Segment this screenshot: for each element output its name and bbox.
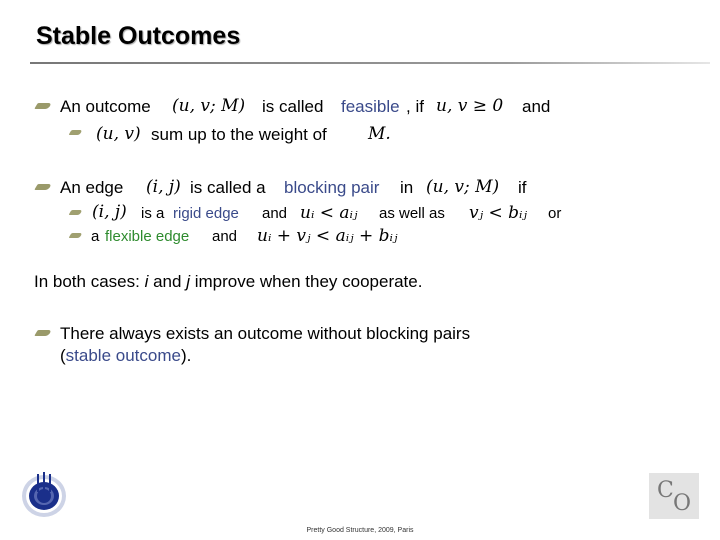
math-edge-ij-2: (i, j) — [92, 202, 127, 222]
term-blocking-pair: blocking pair — [284, 178, 380, 197]
stable-open-paren: ( — [60, 346, 66, 365]
math-outcome: (u, v; M) — [172, 96, 246, 116]
math-M: M. — [368, 124, 391, 144]
bullet-marker-icon — [34, 103, 51, 109]
math-flexible-ineq: uᵢ + vⱼ < aᵢⱼ + bᵢⱼ — [257, 226, 398, 246]
math-nonnegative: u, v ≥ 0 — [436, 96, 504, 116]
term-stable-outcome: stable outcome — [65, 346, 181, 365]
note-i: i — [144, 272, 149, 291]
stable-exists-line2 — [60, 346, 191, 366]
slide-footer: Pretty Good Structure, 2009, Paris — [306, 527, 414, 534]
co-logo-letter-o: O — [673, 491, 692, 516]
term-feasible: feasible — [341, 97, 400, 116]
rigid-or: or — [548, 205, 562, 222]
note-suffix: improve when they cooperate. — [194, 272, 423, 291]
sub-bullet-marker-icon — [69, 130, 83, 135]
bullet-edge-mid: is called a — [190, 178, 266, 197]
note-and: and — [153, 272, 182, 291]
bullet-marker-icon — [34, 184, 51, 190]
bullet-outcome-and: and — [522, 97, 551, 116]
sub-bullet-marker-icon — [69, 210, 83, 215]
term-rigid-edge: rigid edge — [173, 205, 239, 222]
title-divider — [30, 62, 710, 64]
flexible-a: a — [91, 228, 100, 245]
bullet-marker-icon — [34, 330, 51, 336]
math-rigid-ineq-1: uᵢ < aᵢⱼ — [300, 203, 358, 223]
bullet-edge-prefix: An edge — [60, 178, 124, 197]
math-edge-ij: (i, j) — [146, 177, 181, 197]
sum-weight-text: sum up to the weight of — [151, 125, 327, 144]
bullet-edge-in: in — [400, 178, 414, 197]
stable-exists-line1: There always exists an outcome without blocking pairs — [60, 324, 471, 343]
co-logo-letter-c: C — [657, 478, 674, 503]
flexible-and: and — [212, 228, 238, 245]
note-j: j — [186, 272, 190, 291]
co-logo-icon — [649, 473, 699, 519]
rigid-as-well-as: as well as — [379, 205, 445, 222]
rigid-is-a: is a — [141, 205, 165, 222]
bullet-outcome-mid: is called — [262, 97, 324, 116]
university-logo-icon — [20, 472, 70, 520]
both-cases-note — [34, 272, 422, 292]
term-flexible-edge: flexible edge — [105, 228, 190, 245]
bullet-outcome-prefix: An outcome — [60, 97, 151, 116]
sub-bullet-marker-icon — [69, 233, 83, 238]
math-outcome-2: (u, v; M) — [426, 177, 500, 197]
bullet-outcome-if: , if — [406, 97, 424, 116]
rigid-and: and — [262, 205, 288, 222]
both-cases-prefix: In both cases: — [34, 272, 140, 291]
math-uv: (u, v) — [96, 124, 141, 144]
bullet-edge-if: if — [518, 178, 527, 197]
math-rigid-ineq-2: vⱼ < bᵢⱼ — [469, 203, 527, 223]
slide-title: Stable Outcomes — [36, 22, 241, 50]
stable-close-paren: ). — [180, 346, 192, 365]
